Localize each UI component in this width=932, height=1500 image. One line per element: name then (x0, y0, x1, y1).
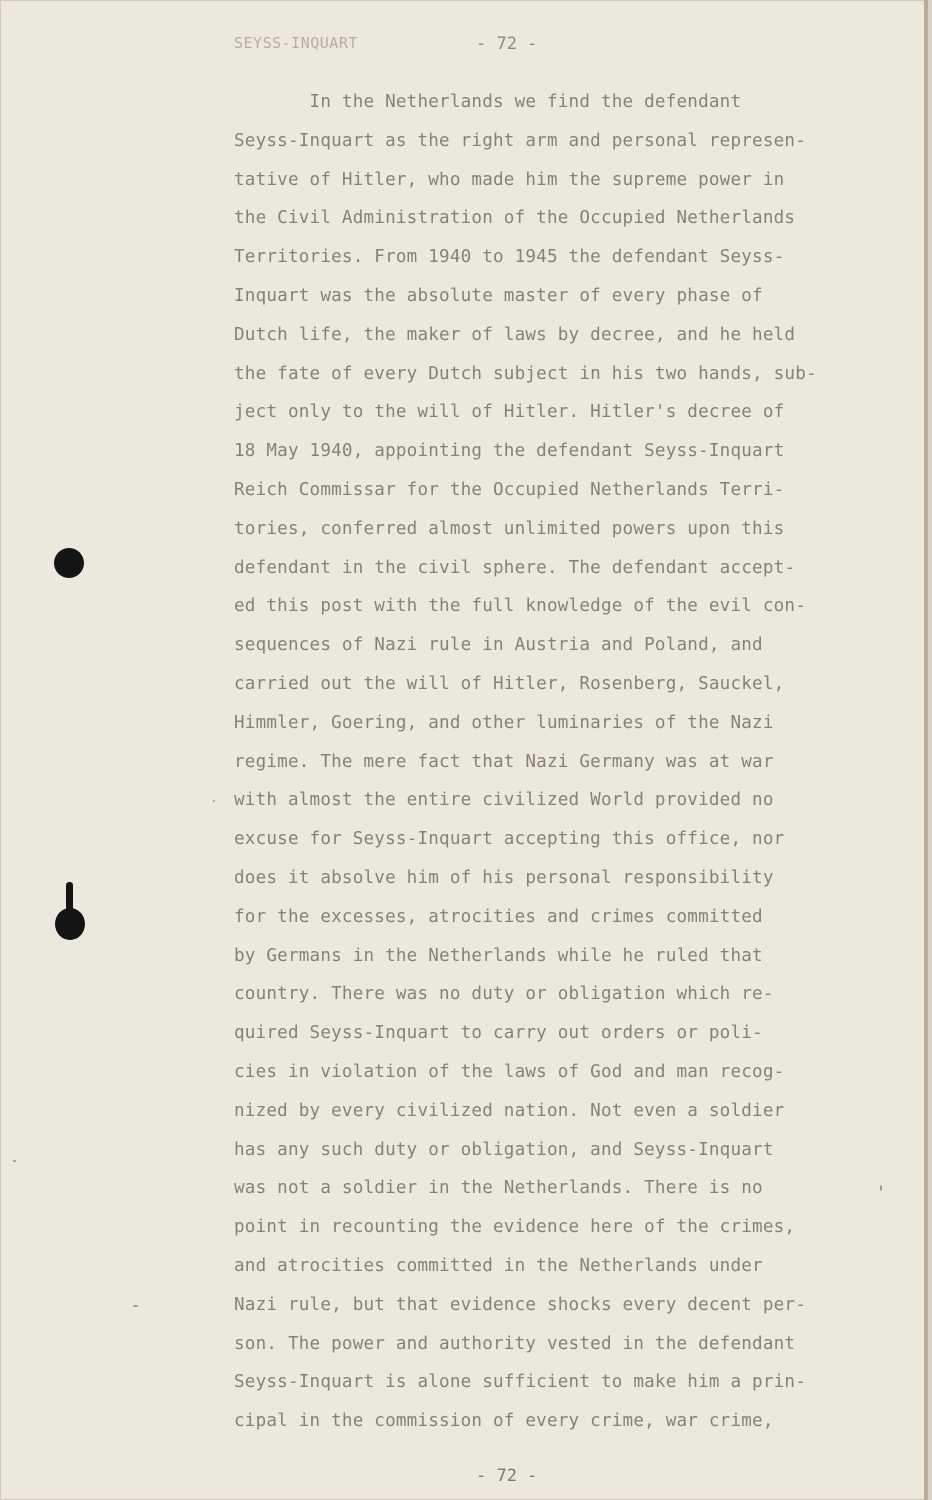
text-line: In the Netherlands we find the defendant (234, 92, 742, 112)
text-line: cies in violation of the laws of God and man recog- (234, 1061, 785, 1082)
paper-speck (213, 800, 215, 802)
text-line: ed this post with the full knowledge of the evil con- (234, 596, 806, 617)
text-line: quired Seyss-Inquart to carry out orders or poli- (234, 1023, 763, 1044)
header-page-number: - 72 - (476, 34, 538, 54)
text-line: by Germans in the Netherlands while he ruled that (234, 945, 763, 966)
text-line: and atrocities committed in the Netherlands under (234, 1255, 763, 1276)
text-line: defendant in the civil sphere. The defendant accept- (234, 557, 796, 578)
text-line: has any such duty or obligation, and Seyss-Inquart (234, 1139, 774, 1160)
text-line: Seyss-Inquart is alone sufficient to make him a prin- (234, 1372, 806, 1393)
text-line: carried out the will of Hitler, Rosenberg, Sauckel, (234, 673, 785, 694)
text-line: the fate of every Dutch subject in his two hands, sub- (234, 363, 817, 384)
text-line: nized by every civilized nation. Not even a soldier (234, 1100, 785, 1121)
punch-hole-mark (54, 548, 84, 578)
text-line: tories, conferred almost unlimited powers upon this (234, 518, 785, 539)
text-line: tative of Hitler, who made him the supreme power in (234, 169, 785, 190)
text-line: point in recounting the evidence here of the crimes, (234, 1217, 796, 1238)
text-line: Territories. From 1940 to 1945 the defendant Seyss- (234, 247, 785, 268)
text-line: the Civil Administration of the Occupied Netherlands (234, 208, 796, 229)
text-line: regime. The mere fact that Nazi Germany was at war (234, 751, 774, 772)
text-line: Reich Commissar for the Occupied Netherlands Terri- (234, 479, 785, 500)
paper-speck (13, 1160, 16, 1162)
header-label: SEYSS-INQUART (234, 34, 358, 52)
text-line: does it absolve him of his personal responsibility (234, 867, 774, 888)
text-line: 18 May 1940, appointing the defendant Seyss-Inquart (234, 441, 785, 462)
text-line: Seyss-Inquart as the right arm and personal represen- (234, 130, 806, 151)
text-line: was not a soldier in the Netherlands. There is no (234, 1178, 763, 1199)
text-line: excuse for Seyss-Inquart accepting this office, nor (234, 829, 785, 850)
text-line: Himmler, Goering, and other luminaries of the Nazi (234, 712, 774, 733)
text-line: country. There was no duty or obligation which re- (234, 984, 774, 1005)
punch-hole-mark (55, 908, 85, 940)
text-line: sequences of Nazi rule in Austria and Poland, and (234, 635, 763, 656)
body-text (234, 88, 874, 1446)
paper-speck (880, 1185, 882, 1191)
text-line: Dutch life, the maker of laws by decree, and he held (234, 324, 796, 345)
paper-speck (133, 1305, 138, 1307)
text-line: Inquart was the absolute master of every phase of (234, 285, 763, 306)
page-edge (924, 0, 928, 1500)
text-line: ject only to the will of Hitler. Hitler's decree of (234, 402, 785, 423)
text-line: with almost the entire civilized World provided no (234, 790, 774, 811)
text-line: Nazi rule, but that evidence shocks every decent per- (234, 1294, 806, 1315)
text-line: for the excesses, atrocities and crimes committed (234, 906, 763, 927)
text-line: son. The power and authority vested in the defendant (234, 1333, 796, 1354)
footer-page-number: - 72 - (476, 1466, 538, 1486)
text-line: cipal in the commission of every crime, war crime, (234, 1411, 774, 1432)
